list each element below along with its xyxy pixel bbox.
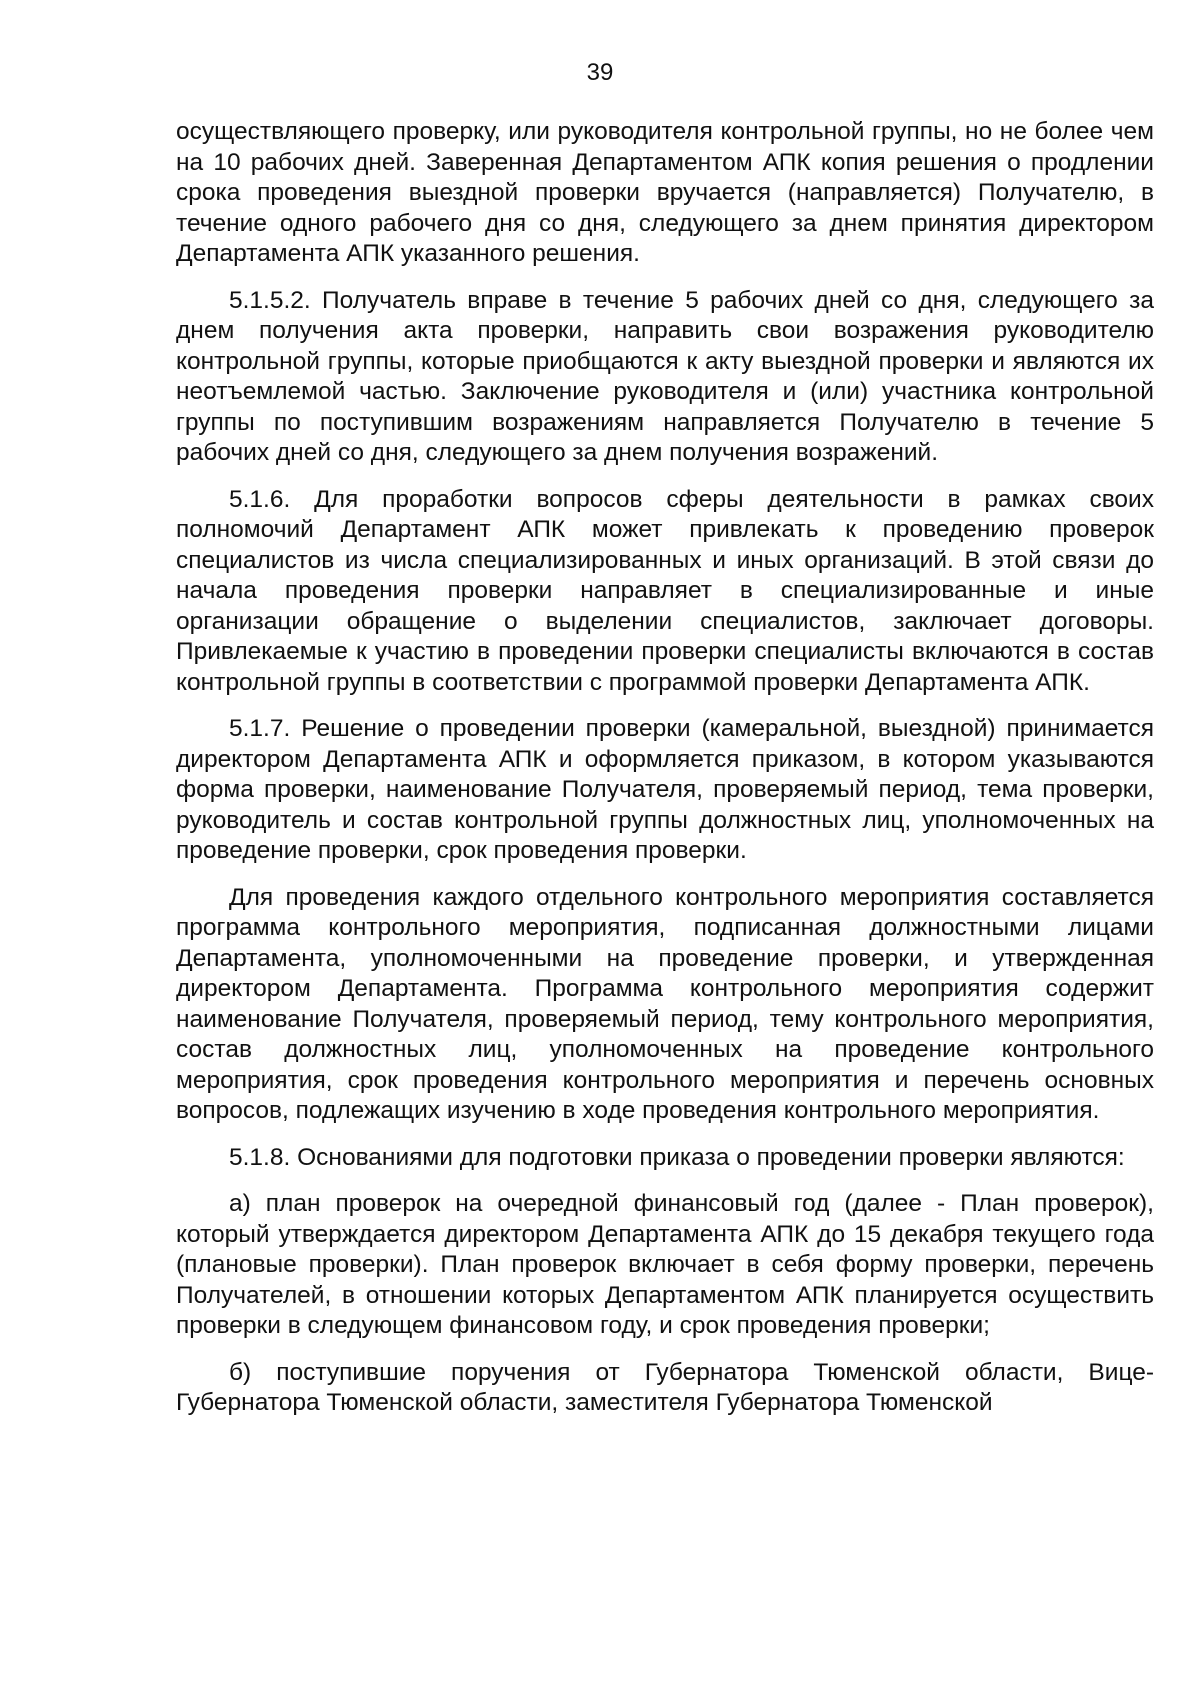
paragraph-continuation: осуществляющего проверку, или руководителя контрольной группы, но не более чем на 10 рабочих дней. Заверенная Департаментом АПК копия решения о продлении срока проведения выездной проверки вручается (направляется) Получателю, в течение одного рабочего дня со дня, следующего за днем принятия директором Департамента АПК указанного решения. — [176, 118, 1154, 267]
paragraph-5-1-5-2: 5.1.5.2. Получатель вправе в течение 5 рабочих дней со дня, следующего за днем получения акта проверки, направить свои возражения руководителю контрольной группы, которые приобщаются к акту выездной проверки и являются их неотъемлемой частью. Заключение руководителя и (или) участника контрольной группы по поступившим возражениям направляется Получателю в течение 5 рабочих дней со дня, следующего за днем получения возражений. — [176, 286, 1154, 466]
paragraph-5-1-6: 5.1.6. Для проработки вопросов сферы деятельности в рамках своих полномочий Департамент АПК может привлекать к проведению проверок специалистов из числа специализированных и иных организаций. В этой связи до начала проведения проверки направляет в специализированные и иные организации обращение о выделении специалистов, заключает договоры. Привлекаемые к участию в проведении проверки специалисты включаются в состав контрольной группы в соответствии с программой проверки Департамента АПК. — [176, 485, 1154, 696]
paragraph-5-1-7: 5.1.7. Решение о проведении проверки (камеральной, выездной) принимается директором Департамента АПК и оформляется приказом, в котором указываются форма проверки, наименование Получателя, проверяемый период, тема проверки, руководитель и состав контрольной группы должностных лиц, уполномоченных на проведение проверки, срок проведения проверки. — [176, 715, 1154, 864]
document-body — [176, 117, 1154, 1435]
paragraph-5-1-8: 5.1.8. Основаниями для подготовки приказа о проведении проверки являются: — [229, 1143, 1125, 1171]
page-number: 39 — [586, 59, 614, 86]
paragraph-program: Для проведения каждого отдельного контрольного мероприятия составляется программа контрольного мероприятия, подписанная должностными лицами Департамента, уполномоченными на проведение проверки, и утвержденная директором Департамента. Программа контрольного мероприятия содержит наименование Получателя, проверяемый период, тему контрольного мероприятия, состав должностных лиц, уполномоченных на проведение контрольного мероприятия, срок проведения контрольного мероприятия и перечень основных вопросов, подлежащих изучению в ходе проведения контрольного мероприятия. — [176, 883, 1154, 1124]
paragraph-item-a: а) план проверок на очередной финансовый год (далее - План проверок), который утверждается директором Департамента АПК до 15 декабря текущего года (плановые проверки). План проверок включает в себя форму проверки, перечень Получателей, в отношении которых Департаментом АПК планируется осуществить проверки в следующем финансовом году, и срок проведения проверки; — [176, 1190, 1154, 1339]
paragraph-item-b: б) поступившие поручения от Губернатора Тюменской области, Вице-Губернатора Тюменской области, заместителя Губернатора Тюменской — [176, 1358, 1154, 1416]
